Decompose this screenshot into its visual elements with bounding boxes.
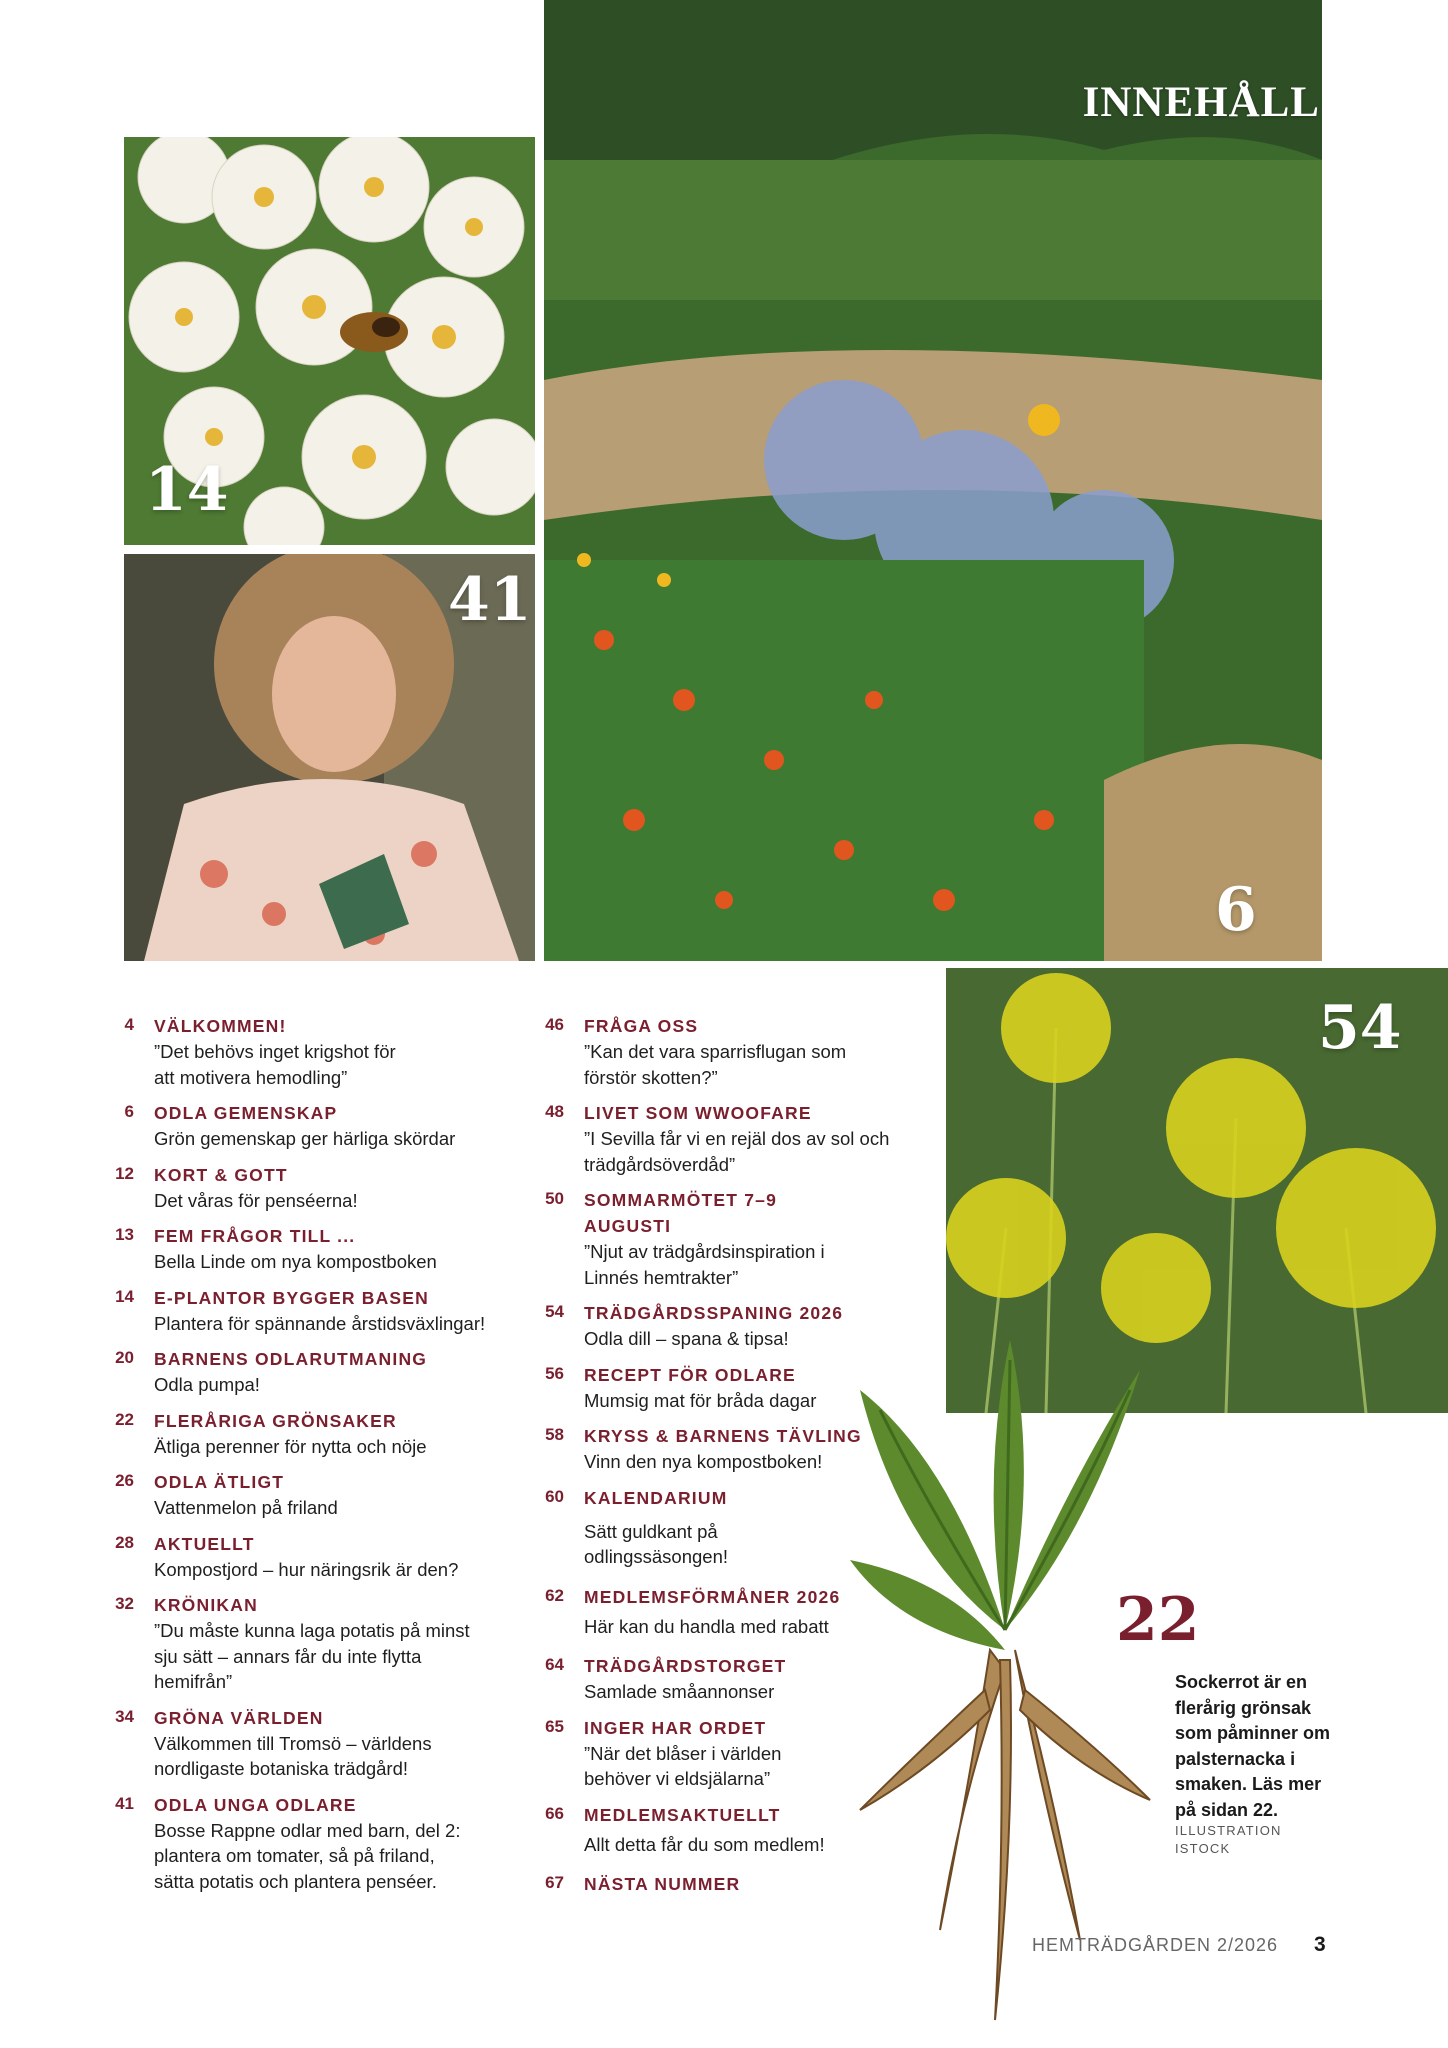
- toc-heading: RECEPT FÖR ODLARE: [584, 1364, 796, 1385]
- caption-page-number: 22: [1116, 1585, 1200, 1655]
- toc-description: ”När det blåser i världen behöver vi eldsjälarna”: [584, 1742, 782, 1789]
- credit-line: ILLUSTRATION: [1175, 1823, 1282, 1838]
- photo-number-blossom: 14: [145, 455, 229, 525]
- photo-number-child: 41: [448, 565, 532, 635]
- photo-number-garden: 6: [1215, 875, 1257, 945]
- toc-entry[interactable]: [536, 1715, 866, 1792]
- toc-page-number: 4: [124, 1015, 134, 1034]
- toc-heading: KRÖNIKAN: [154, 1595, 258, 1615]
- toc-description: ”I Sevilla får vi en rejäl dos av sol och trädgårdsöverdåd”: [584, 1128, 890, 1175]
- toc-description: ”Kan det vara sparrisflugan som förstör skotten?”: [584, 1041, 847, 1088]
- toc-heading: SOMMARMÖTET 7–9 AUGUSTI: [584, 1190, 778, 1236]
- toc-entry[interactable]: [106, 1013, 526, 1090]
- toc-description: Bella Linde om nya kompostboken: [154, 1251, 437, 1272]
- toc-right-column: [536, 1013, 890, 1907]
- toc-description: Ätliga perenner för nytta och nöje: [154, 1435, 427, 1457]
- toc-entry[interactable]: [536, 1300, 866, 1352]
- toc-entry[interactable]: [536, 1485, 866, 1570]
- toc-entry[interactable]: [536, 1423, 866, 1475]
- magazine-footer: HEMTRÄDGÅRDEN 2/2026: [1032, 1935, 1279, 1955]
- toc-page-number: 54: [545, 1302, 564, 1321]
- toc-entry[interactable]: [536, 1802, 866, 1858]
- toc-description: Här kan du handla med rabatt: [584, 1615, 829, 1637]
- toc-heading: NÄSTA NUMMER: [584, 1874, 741, 1894]
- toc-entry[interactable]: [106, 1285, 526, 1337]
- toc-page-number: 12: [115, 1163, 134, 1183]
- toc-description: Plantera för spännande årstidsväxlingar!: [154, 1312, 486, 1334]
- toc-entry[interactable]: [536, 1871, 866, 1897]
- toc-entry[interactable]: [536, 1362, 866, 1414]
- toc-page-number: 14: [115, 1286, 134, 1306]
- toc-page-number: 26: [115, 1471, 134, 1490]
- toc-entry[interactable]: [106, 1792, 526, 1895]
- toc-heading: ODLA GEMENSKAP: [154, 1103, 338, 1123]
- toc-heading: TRÄDGÅRDSSPANING 2026: [584, 1303, 844, 1323]
- sockerrot-illustration: [840, 1330, 1170, 2040]
- toc-heading: LIVET SOM WWOOFARE: [584, 1103, 812, 1123]
- toc-description: Allt detta får du som medlem!: [584, 1833, 825, 1855]
- toc-page-number: 6: [124, 1102, 134, 1121]
- toc-heading: GRÖNA VÄRLDEN: [154, 1707, 324, 1728]
- toc-entry[interactable]: [536, 1584, 866, 1640]
- photo-number-dill: 54: [1318, 993, 1402, 1063]
- toc-entry[interactable]: [106, 1592, 526, 1695]
- toc-description: Bosse Rappne odlar med barn, del 2: plantera om tomater, så på friland, sätta potatis och plantera penséer.: [154, 1819, 461, 1892]
- toc-entry[interactable]: [106, 1705, 526, 1782]
- credit-line: ISTOCK: [1175, 1841, 1231, 1856]
- illustration-credit: [1175, 1822, 1282, 1858]
- toc-entry[interactable]: [536, 1013, 866, 1090]
- toc-heading: MEDLEMSAKTUELLT: [584, 1804, 781, 1825]
- toc-page-number: 41: [115, 1793, 134, 1813]
- toc-page-number: 62: [545, 1585, 564, 1605]
- toc-page-number: 67: [545, 1873, 564, 1892]
- toc-heading: AKTUELLT: [154, 1533, 255, 1554]
- toc-page-number: 22: [115, 1409, 134, 1429]
- toc-heading: KALENDARIUM: [584, 1487, 728, 1508]
- toc-entry[interactable]: [106, 1408, 526, 1460]
- toc-description: ”Det behövs inget krigshot för att motivera hemodling”: [154, 1041, 396, 1088]
- toc-entry[interactable]: [106, 1346, 526, 1398]
- toc-heading: KRYSS & BARNENS TÄVLING: [584, 1426, 862, 1446]
- toc-page-number: 64: [545, 1655, 564, 1674]
- toc-entry[interactable]: [536, 1187, 866, 1290]
- toc-entry[interactable]: [106, 1531, 526, 1583]
- toc-entry[interactable]: [106, 1469, 526, 1521]
- toc-entry[interactable]: [536, 1100, 890, 1177]
- toc-page-number: 46: [545, 1015, 564, 1034]
- toc-page-number: 34: [115, 1706, 134, 1726]
- toc-description: Grön gemenskap ger härliga skördar: [154, 1128, 456, 1149]
- toc-description: Sätt guldkant på odlingssäsongen!: [584, 1520, 728, 1567]
- toc-page-number: 13: [115, 1225, 134, 1244]
- toc-description: Odla pumpa!: [154, 1374, 260, 1395]
- toc-heading: TRÄDGÅRDSTORGET: [584, 1656, 787, 1676]
- toc-heading: FEM FRÅGOR TILL ...: [154, 1226, 356, 1246]
- page-number: 3: [1314, 1933, 1326, 1956]
- toc-page-number: 60: [545, 1486, 564, 1506]
- toc-description: Vinn den nya kompostboken!: [584, 1451, 823, 1472]
- toc-page-number: 50: [545, 1189, 564, 1208]
- toc-heading: E-PLANTOR BYGGER BASEN: [154, 1287, 429, 1308]
- toc-left-column: [106, 1013, 526, 1904]
- toc-description: Mumsig mat för bråda dagar: [584, 1389, 817, 1411]
- page-title: INNEHÅLL: [1082, 79, 1320, 126]
- toc-description: Det våras för penséerna!: [154, 1189, 358, 1211]
- toc-description: ”Njut av trädgårdsinspiration i Linnés hemtrakter”: [584, 1241, 825, 1288]
- toc-heading: INGER HAR ORDET: [584, 1717, 767, 1738]
- toc-description: Vattenmelon på friland: [154, 1497, 338, 1518]
- toc-page-number: 56: [545, 1363, 564, 1383]
- toc-page-number: 66: [545, 1803, 564, 1823]
- toc-entry[interactable]: [536, 1653, 866, 1705]
- toc-page-number: 28: [115, 1532, 134, 1552]
- toc-entry[interactable]: [106, 1223, 526, 1275]
- toc-heading: ODLA ÄTLIGT: [154, 1472, 285, 1492]
- toc-description: Välkommen till Tromsö – världens nordligaste botaniska trädgård!: [154, 1732, 432, 1779]
- toc-page-number: 48: [545, 1102, 564, 1121]
- toc-description: Odla dill – spana & tipsa!: [584, 1328, 789, 1349]
- toc-description: Samlade småannonser: [584, 1681, 775, 1702]
- toc-description: Kompostjord – hur näringsrik är den?: [154, 1558, 459, 1580]
- toc-entry[interactable]: [106, 1162, 526, 1214]
- toc-page-number: 32: [115, 1594, 134, 1613]
- toc-description: ”Du måste kunna laga potatis på minst sju sätt – annars får du inte flytta hemifrån”: [154, 1620, 470, 1692]
- photo-community-garden: [544, 0, 1322, 961]
- toc-page-number: 65: [545, 1716, 564, 1736]
- toc-heading: VÄLKOMMEN!: [154, 1016, 287, 1036]
- toc-heading: KORT & GOTT: [154, 1164, 288, 1185]
- toc-heading: BARNENS ODLARUTMANING: [154, 1349, 428, 1369]
- toc-heading: FLERÅRIGA GRÖNSAKER: [154, 1410, 397, 1431]
- toc-entry[interactable]: [106, 1100, 526, 1152]
- toc-page-number: 58: [545, 1425, 564, 1444]
- toc-heading: FRÅGA OSS: [584, 1016, 699, 1036]
- illustration-caption: Sockerrot är en flerårig grönsak som påminner om palsternacka i smaken. Läs mer på sidan 22.: [1175, 1672, 1331, 1820]
- toc-page-number: 20: [115, 1348, 134, 1367]
- toc-heading: MEDLEMSFÖRMÅNER 2026: [584, 1586, 841, 1607]
- toc-heading: ODLA UNGA ODLARE: [154, 1794, 357, 1815]
